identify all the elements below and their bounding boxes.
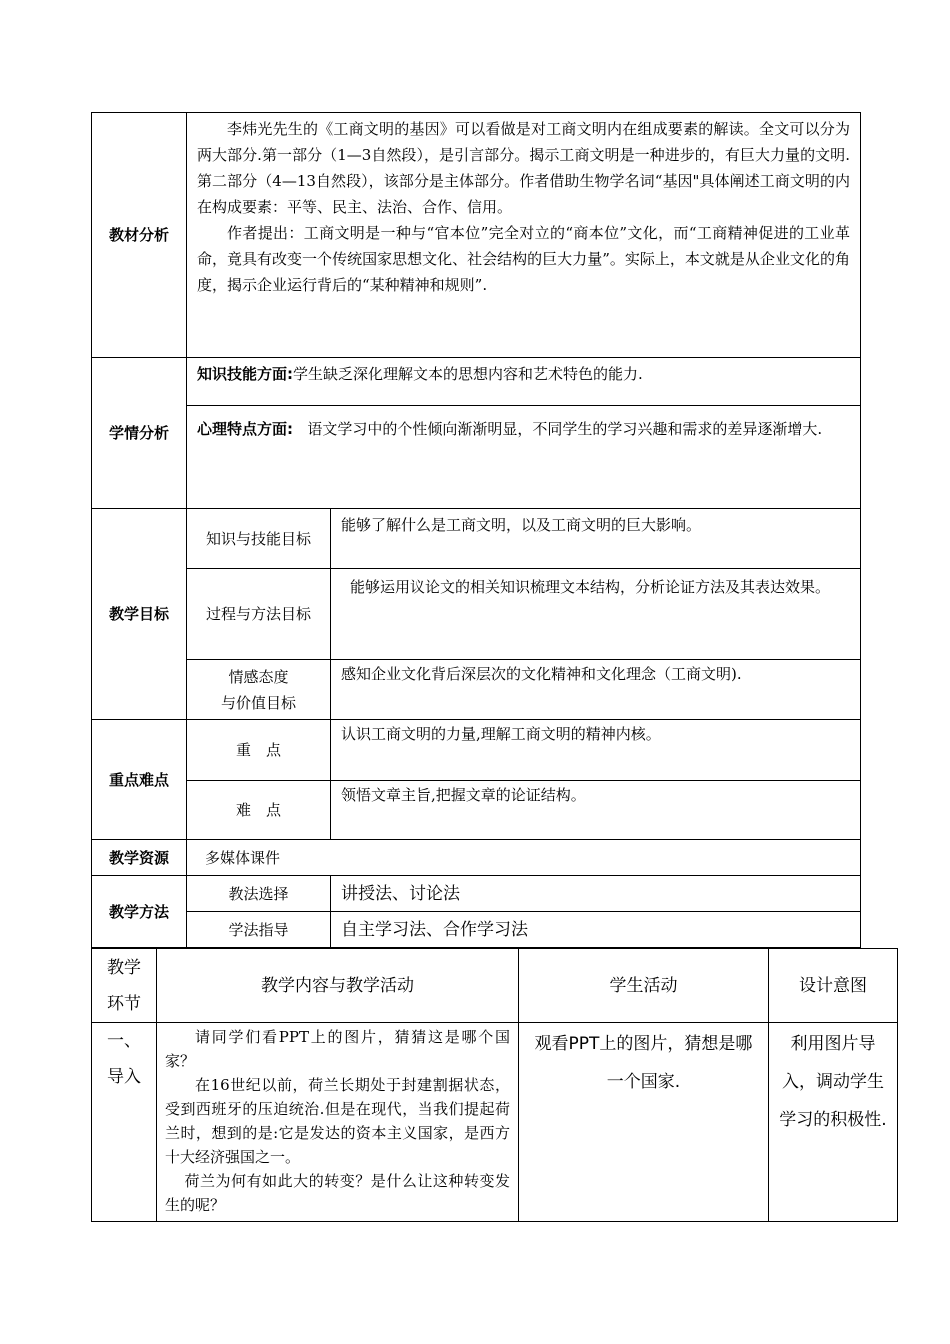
resources-label: 教学资源 [92,840,187,876]
goal-name: 过程与方法目标 [187,569,331,660]
difficulty-name: 难 点 [187,781,331,840]
design-intent-header: 设计意图 [769,949,898,1023]
student-analysis-label: 学情分析 [92,358,187,509]
content-paragraph: 荷兰为何有如此大的转变？是什么让这种转变发生的呢？ [165,1172,510,1214]
stage-header [92,949,157,1023]
goal-name-line: 与价值目标 [220,693,296,712]
psych-section [187,406,860,444]
material-paragraph: 作者提出：工商文明是一种与“官本位”完全对立的“商本位”文化，而“工商精神促进的工业革命，竟具有改变一个传统国家思想文化、社会结构的巨大力量”。实际上，本文就是从企业文化的角度，揭示企业运行背后的“某种精神和规则”. [197,224,850,294]
content-header: 教学内容与教学活动 [157,949,519,1023]
stage-number: 一、 [107,1031,141,1051]
key-points-label: 重点难点 [92,720,187,840]
student-analysis-content [187,358,861,509]
material-analysis-label: 教材分析 [92,113,187,358]
key-point-name: 重 点 [187,720,331,781]
content-cell [157,1023,519,1222]
stage-header-line: 环节 [107,993,141,1014]
lesson-plan-table [91,112,861,948]
stage-cell [92,1023,157,1222]
knowledge-skill-section [187,358,860,406]
student-activity-cell: 观看PPT上的图片，猜想是哪一个国家. [519,1023,769,1222]
teach-method-text: 讲授法、讨论法 [331,876,861,912]
teach-method-name: 教法选择 [187,876,331,912]
teaching-goals-label: 教学目标 [92,509,187,720]
goal-name: 知识与技能目标 [187,509,331,569]
psych-title: 心理特点方面: [197,420,293,438]
material-analysis-content [187,113,861,358]
goal-name-line: 情感态度 [228,667,289,686]
learn-method-name: 学法指导 [187,912,331,948]
methods-label: 教学方法 [92,876,187,948]
key-point-text: 认识工商文明的力量,理解工商文明的精神内核。 [331,720,861,781]
design-intent-cell: 利用图片导入，调动学生学习的积极性. [769,1023,898,1222]
material-paragraph: 李炜光先生的《工商文明的基因》可以看做是对工商文明内在组成要素的解读。全文可以分为两大部分.第一部分（1—3自然段），是引言部分。揭示工商文明是一种进步的，有巨大力量的文明.第二部分（4—13自然段），该部分是主体部分。作者借助生物学名词“基因"具体阐述工商文明的内在构成要素：平等、民主、法治、合作、信用。 [197,120,850,216]
teaching-process-table [91,948,898,1222]
content-paragraph: 在16世纪以前，荷兰长期处于封建割据状态，受到西班牙的压迫统治.但是在现代，当我们提起荷兰时，想到的是:它是发达的资本主义国家，是西方十大经济强国之一。 [165,1076,510,1166]
knowledge-skill-text: 学生缺乏深化理解文本的思想内容和艺术特色的能力. [293,365,643,383]
goal-text: 能够了解什么是工商文明，以及工商文明的巨大影响。 [331,509,861,569]
goal-name-multiline [187,660,331,720]
goal-text: 感知企业文化背后深层次的文化精神和文化理念（工商文明). [331,660,861,720]
content-paragraph: 请同学们看PPT上的图片，猜猜这是哪个国家？ [165,1028,510,1070]
student-activity-header: 学生活动 [519,949,769,1023]
stage-header-line: 教学 [107,957,141,978]
stage-name: 导入 [107,1067,141,1087]
learn-method-text: 自主学习法、合作学习法 [331,912,861,948]
difficulty-text: 领悟文章主旨,把握文章的论证结构。 [331,781,861,840]
knowledge-skill-title: 知识技能方面: [197,365,293,383]
goal-text: 能够运用议论文的相关知识梳理文本结构，分析论证方法及其表达效果。 [331,569,861,660]
psych-text: 语文学习中的个性倾向渐渐明显，不同学生的学习兴趣和需求的差异逐渐增大. [307,420,823,438]
resources-text: 多媒体课件 [187,840,861,876]
